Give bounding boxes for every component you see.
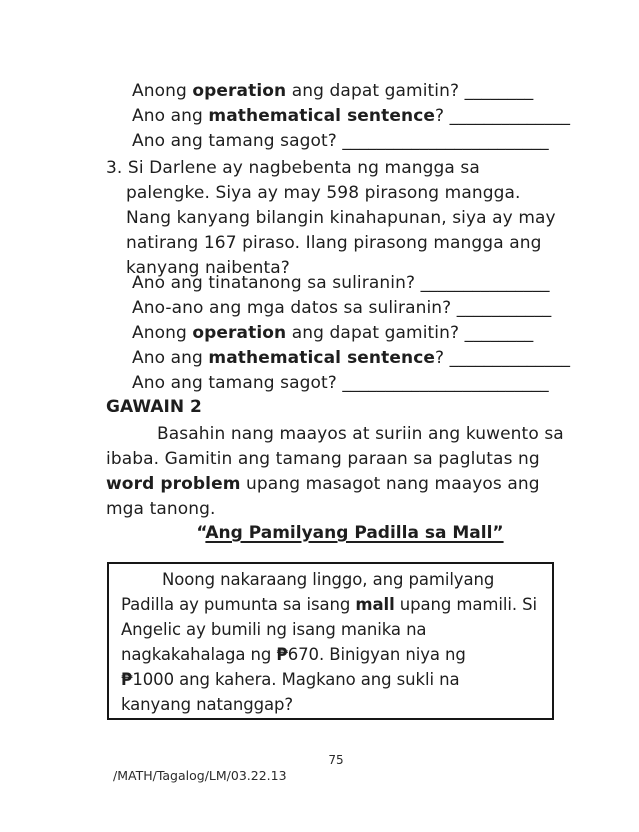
text-line: Basahin nang maayos at suriin ang kuwento sa xyxy=(157,424,564,444)
gawain-2-heading: GAWAIN 2 xyxy=(106,397,202,417)
text-line: Anong operation ang dapat gamitin? ________ xyxy=(132,323,534,343)
problem-3-block xyxy=(106,156,556,281)
text-line: Ano ang mathematical sentence? ______________ xyxy=(132,106,571,126)
text-line: palengke. Siya ay may 598 pirasong mangga. xyxy=(126,183,521,203)
text-line: Ano ang tamang sagot? ________________________ xyxy=(132,373,549,393)
text-line: kanyang natanggap? xyxy=(121,695,293,714)
text-line: Anong operation ang dapat gamitin? ________ xyxy=(132,81,534,101)
text-line: Ano-ano ang mga datos sa suliranin? ___________ xyxy=(132,298,552,318)
text-line: mga tanong. xyxy=(106,499,216,519)
text-line: natirang 167 piraso. Ilang pirasong mangga ang xyxy=(126,233,542,253)
gawain-2-instructions xyxy=(106,422,564,522)
text-line: nagkakahalaga ng ₱670. Binigyan niya ng xyxy=(121,645,466,664)
page-number: 75 xyxy=(328,753,344,767)
story-title: “Ang Pamilyang Padilla sa Mall” xyxy=(196,523,504,543)
story-text-block xyxy=(121,567,537,717)
text-line: Padilla ay pumunta sa isang mall upang mamili. Si xyxy=(121,595,537,614)
text-line: kanyang naibenta? xyxy=(126,258,290,278)
problem-3-questions-block xyxy=(132,271,570,396)
footer-document-code: /MATH/Tagalog/LM/03.22.13 xyxy=(113,768,287,783)
intro-questions-block xyxy=(132,79,570,154)
text-line: Ano ang tinatanong sa suliranin? _______________ xyxy=(132,273,550,293)
text-line: ibaba. Gamitin ang tamang paraan sa paglutas ng xyxy=(106,449,540,469)
text-line: Ano ang tamang sagot? ________________________ xyxy=(132,131,549,151)
text-line: Noong nakaraang linggo, ang pamilyang xyxy=(162,570,495,589)
text-line: Ano ang mathematical sentence? ______________ xyxy=(132,348,571,368)
text-line: Nang kanyang bilangin kinahapunan, siya ay may xyxy=(126,208,556,228)
text-line: word problem upang masagot nang maayos ang xyxy=(106,474,540,494)
text-line: 3. Si Darlene ay nagbebenta ng mangga sa xyxy=(106,158,480,178)
text-line: Angelic ay bumili ng isang manika na xyxy=(121,620,427,639)
text-line: ₱1000 ang kahera. Magkano ang sukli na xyxy=(121,670,460,689)
